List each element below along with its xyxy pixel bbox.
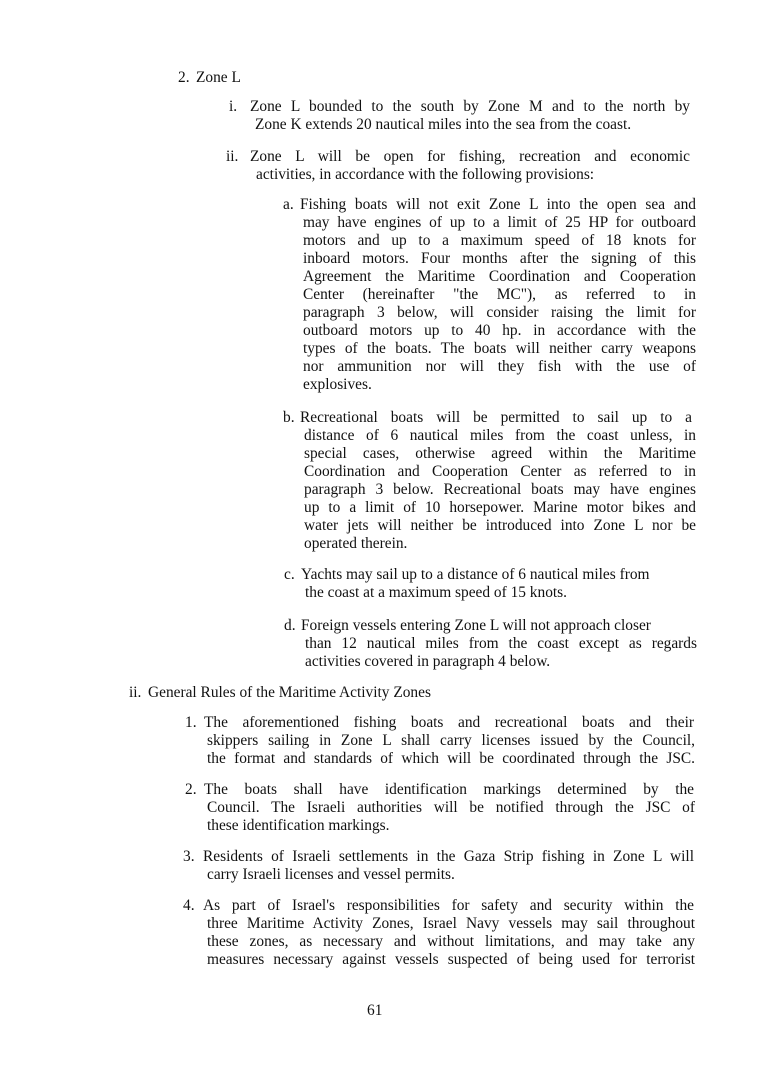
section-marker: ii.	[129, 684, 142, 701]
paragraph-line: three Maritime Activity Zones, Israel Navy vessels may sail throughout	[207, 915, 695, 932]
rule-marker: 1.	[185, 714, 197, 731]
page-number: 61	[367, 1002, 383, 1019]
paragraph-line: activities covered in paragraph 4 below.	[305, 653, 551, 670]
paragraph-line: special cases, otherwise agreed within the Maritime	[304, 445, 696, 462]
paragraph-line: these zones, as necessary and without limitations, and may take any	[207, 933, 695, 950]
rule-marker: 4.	[183, 897, 195, 914]
paragraph-line: explosives.	[303, 376, 372, 393]
paragraph-line: Residents of Israeli settlements in the Gaza Strip fishing in Zone L will	[203, 848, 694, 865]
section-marker: 2.	[178, 69, 190, 86]
paragraph-line: Recreational boats will be permitted to sail up to a	[300, 409, 692, 426]
subitem-marker: b.	[283, 409, 295, 426]
paragraph-line: carry Israeli licenses and vessel permits.	[207, 866, 455, 883]
paragraph-line: may have engines of up to a limit of 25 HP for outboard	[303, 214, 696, 231]
paragraph-line: Yachts may sail up to a distance of 6 nautical miles from	[301, 566, 650, 583]
paragraph-line: up to a limit of 10 horsepower. Marine motor bikes and	[304, 499, 696, 516]
paragraph-line: Council. The Israeli authorities will be notified through the JSC of	[207, 799, 695, 816]
paragraph-line: the coast at a maximum speed of 15 knots.	[305, 584, 568, 601]
paragraph-line: skippers sailing in Zone L shall carry licenses issued by the Council,	[207, 732, 695, 749]
paragraph-line: outboard motors up to 40 hp. in accordance with the	[303, 322, 696, 339]
paragraph-line: Agreement the Maritime Coordination and Cooperation	[303, 268, 696, 285]
subitem-marker: c.	[284, 566, 295, 583]
paragraph-line: Center (hereinafter "the MC"), as referred to in	[303, 286, 696, 303]
item-marker: i.	[229, 98, 238, 115]
paragraph-line: the format and standards of which will be coordinated through the JSC.	[207, 750, 695, 767]
paragraph-line: The boats shall have identification markings determined by the	[204, 781, 694, 798]
item-marker: ii.	[226, 148, 239, 165]
paragraph-line: The aforementioned fishing boats and recreational boats and their	[204, 714, 694, 731]
paragraph-line: motors and up to a maximum speed of 18 knots for	[303, 232, 696, 249]
paragraph-line: Zone L bounded to the south by Zone M and to the north by	[250, 98, 690, 115]
paragraph-line: distance of 6 nautical miles from the coast unless, in	[304, 427, 696, 444]
section-title: Zone L	[196, 69, 241, 86]
paragraph-line: As part of Israel's responsibilities for safety and security within the	[203, 897, 694, 914]
paragraph-line: activities, in accordance with the following provisions:	[256, 166, 595, 183]
paragraph-line: operated therein.	[304, 535, 408, 552]
subitem-marker: d.	[284, 617, 296, 634]
rule-marker: 3.	[183, 848, 195, 865]
paragraph-line: types of the boats. The boats will neither carry weapons	[303, 340, 696, 357]
paragraph-line: Foreign vessels entering Zone L will not approach closer	[301, 617, 651, 634]
paragraph-line: nor ammunition nor will they fish with the use of	[303, 358, 696, 375]
rule-marker: 2.	[185, 781, 197, 798]
paragraph-line: water jets will neither be introduced into Zone L nor be	[304, 517, 696, 534]
paragraph-line: Coordination and Cooperation Center as referred to in	[304, 463, 696, 480]
paragraph-line: inboard motors. Four months after the signing of this	[303, 250, 696, 267]
paragraph-line: Zone L will be open for fishing, recreation and economic	[250, 148, 690, 165]
paragraph-line: measures necessary against vessels suspected of being used for terrorist	[207, 951, 695, 968]
paragraph-line: paragraph 3 below, will consider raising the limit for	[303, 304, 696, 321]
paragraph-line: than 12 nautical miles from the coast except as regards	[305, 635, 697, 652]
paragraph-line: paragraph 3 below. Recreational boats may have engines	[304, 481, 696, 498]
paragraph-line: Zone K extends 20 nautical miles into the sea from the coast.	[255, 116, 632, 133]
paragraph-line: Fishing boats will not exit Zone L into the open sea and	[300, 196, 696, 213]
paragraph-line: these identification markings.	[207, 817, 390, 834]
subitem-marker: a.	[283, 196, 294, 213]
section-title: General Rules of the Maritime Activity Zones	[148, 684, 431, 701]
